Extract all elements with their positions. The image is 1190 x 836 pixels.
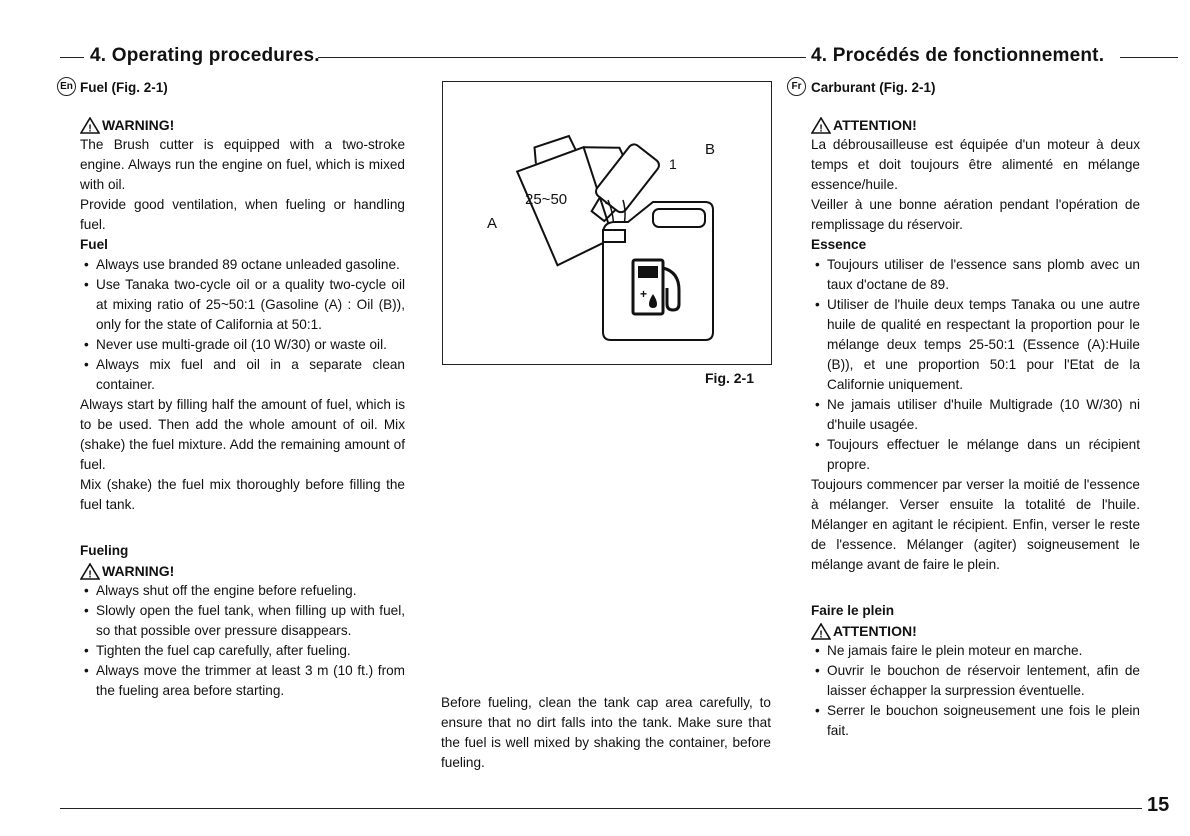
footer-rule xyxy=(60,808,1142,809)
en-warning-label-2: WARNING! xyxy=(102,563,175,579)
en-warning-2 xyxy=(80,561,405,581)
en-heading: Fuel (Fig. 2-1) xyxy=(80,80,168,95)
svg-text:!: ! xyxy=(819,123,823,134)
list-item: • Ne jamais faire le plein moteur en marche. xyxy=(811,641,1140,661)
language-badge-en: En xyxy=(57,77,76,96)
middle-note-text: Before fueling, clean the tank cap area carefully, to ensure that no dirt falls into the tank. Make sure that the fuel is well mixed by shaking the container, before fueling. xyxy=(441,695,771,770)
fr-warning-2 xyxy=(811,621,1140,641)
en-fuel-label: Fuel xyxy=(80,237,108,252)
fr-column xyxy=(811,115,1140,741)
svg-text:+: + xyxy=(640,287,648,301)
en-intro-2: Provide good ventilation, when fueling or handling fuel. xyxy=(80,197,405,232)
header-rule-right xyxy=(1120,57,1178,58)
fr-mix-text: Toujours commencer par verser la moitié de l'essence à mélanger. Verser ensuite la totalité de l'huile. Mélanger en agitant le récipient. Enfin, verser le reste de l'essence. Mélanger (agiter) soigneusement le mélange avant de faire le plein. xyxy=(811,477,1140,572)
section-title-fr: 4. Procédés de fonctionnement. xyxy=(811,45,1105,66)
list-item: • Ouvrir le bouchon de réservoir lentement, afin de laisser échapper la surpression éventuelle. xyxy=(811,661,1140,701)
en-warning-label: WARNING! xyxy=(102,117,175,133)
svg-text:!: ! xyxy=(88,123,92,134)
fr-warning-label: ATTENTION! xyxy=(833,117,917,133)
fr-heading: Carburant (Fig. 2-1) xyxy=(811,80,936,95)
fuel-mixing-illustration xyxy=(443,82,771,364)
fr-fueling-label: Faire le plein xyxy=(811,603,895,618)
en-intro-1: The Brush cutter is equipped with a two-stroke engine. Always run the engine on fuel, which is mixed with oil. xyxy=(80,137,405,192)
list-item: • Utiliser de l'huile deux temps Tanaka ou une autre huile de qualité en respectant la proportion pour le mélange deux temps 25-50:1 (Essence (A):Huile (B)), et une proportion 50:1 pour l'Etat de la Californie uniquement. xyxy=(811,295,1140,395)
fr-fuel-list xyxy=(811,255,1140,475)
list-item: • Toujours utiliser de l'essence sans plomb avec un taux d'octane de 89. xyxy=(811,255,1140,295)
warning-triangle-icon xyxy=(811,117,831,134)
warning-triangle-icon xyxy=(80,117,100,134)
svg-text:!: ! xyxy=(819,629,823,640)
label-a: A xyxy=(487,215,498,232)
label-b: B xyxy=(705,141,716,158)
fr-fueling-list xyxy=(811,641,1140,741)
list-item: • Slowly open the fuel tank, when filling up with fuel, so that possible over pressure disappears. xyxy=(80,601,405,641)
page-number: 15 xyxy=(1147,794,1170,816)
list-item: • Always shut off the engine before refueling. xyxy=(80,581,405,601)
header-rule-left xyxy=(60,57,84,58)
en-fueling-list xyxy=(80,581,405,701)
en-fueling-label: Fueling xyxy=(80,543,129,558)
ratio-label: 25~50 xyxy=(525,191,568,208)
en-mix-text-2: Mix (shake) the fuel mix thoroughly before filling the fuel tank. xyxy=(80,477,405,512)
list-item: • Always use branded 89 octane unleaded gasoline. xyxy=(80,255,405,275)
list-item: • Ne jamais utiliser d'huile Multigrade (10 W/30) ni d'huile usagée. xyxy=(811,395,1140,435)
list-item: • Always move the trimmer at least 3 m (10 ft.) from the fueling area before starting. xyxy=(80,661,405,701)
fr-intro-1: La débrousailleuse est équipée d'un moteur à deux temps et doit toujours être alimenté en mélange essence/huile. xyxy=(811,137,1140,192)
list-item: • Use Tanaka two-cycle oil or a quality two-cycle oil at mixing ratio of 25~50:1 (Gasoline (A) : Oil (B)), only for the state of California at 50:1. xyxy=(80,275,405,335)
warning-triangle-icon xyxy=(80,563,100,580)
middle-note xyxy=(441,693,771,773)
fr-warning xyxy=(811,115,1140,135)
fr-warning-label-2: ATTENTION! xyxy=(833,623,917,639)
en-column xyxy=(80,115,405,701)
language-badge-fr: Fr xyxy=(787,77,806,96)
fr-intro-2: Veiller à une bonne aération pendant l'opération de remplissage du réservoir. xyxy=(811,197,1140,232)
figure-2-1 xyxy=(442,81,772,365)
section-title-en: 4. Operating procedures. xyxy=(90,45,320,66)
en-warning xyxy=(80,115,405,135)
bottle-label: 1 xyxy=(669,156,677,172)
svg-text:!: ! xyxy=(88,569,92,580)
list-item: • Serrer le bouchon soigneusement une fois le plein fait. xyxy=(811,701,1140,741)
en-mix-text-1: Always start by filling half the amount of fuel, which is to be used. Then add the whole amount of oil. Mix (shake) the fuel mixture. Add the remaining amount of fuel. xyxy=(80,397,405,472)
fr-fuel-label: Essence xyxy=(811,237,867,252)
warning-triangle-icon xyxy=(811,623,831,640)
list-item: • Tighten the fuel cap carefully, after fueling. xyxy=(80,641,405,661)
figure-caption: Fig. 2-1 xyxy=(705,370,755,386)
en-fuel-list xyxy=(80,255,405,395)
list-item: • Always mix fuel and oil in a separate clean container. xyxy=(80,355,405,395)
list-item: • Never use multi-grade oil (10 W/30) or waste oil. xyxy=(80,335,405,355)
list-item: • Toujours effectuer le mélange dans un récipient propre. xyxy=(811,435,1140,475)
header-rule-middle xyxy=(318,57,806,58)
